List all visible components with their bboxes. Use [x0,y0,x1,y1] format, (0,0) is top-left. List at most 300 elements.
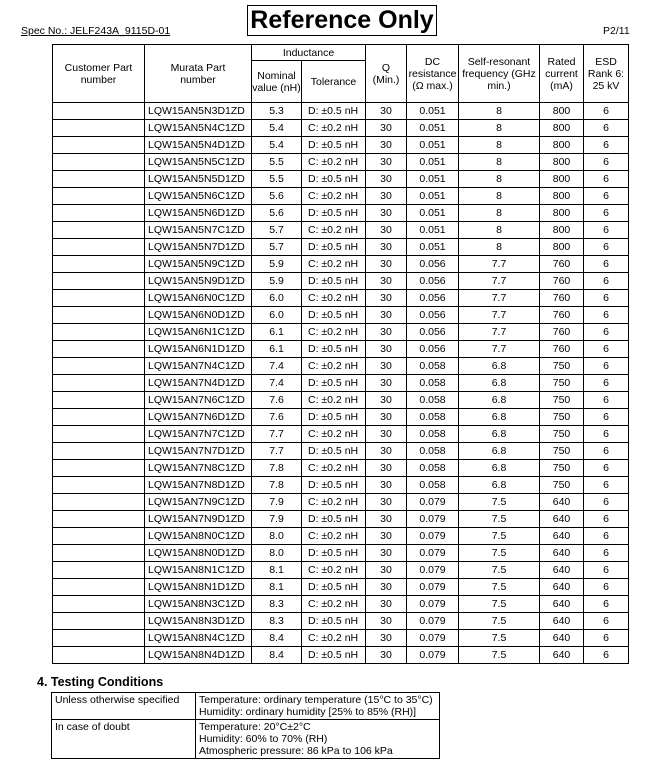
q-cell: 30 [366,154,407,171]
srf-cell: 7.5 [459,545,540,562]
srf-cell: 8 [459,239,540,256]
customer-part-cell [53,205,145,222]
rated-current-cell: 750 [540,477,584,494]
srf-cell: 8 [459,103,540,120]
murata-part-cell: LQW15AN6N0D1ZD [145,307,252,324]
condition-row [52,720,440,759]
rated-current-cell: 800 [540,137,584,154]
srf-cell: 8 [459,137,540,154]
murata-part-cell: LQW15AN7N8C1ZD [145,460,252,477]
customer-part-cell [53,222,145,239]
rated-current-cell: 800 [540,188,584,205]
srf-cell: 6.8 [459,477,540,494]
table-row [53,392,629,409]
dc-resistance-cell: 0.051 [407,222,459,239]
esd-cell: 6 [584,154,629,171]
dc-resistance-cell: 0.079 [407,647,459,664]
dc-resistance-cell: 0.079 [407,579,459,596]
q-cell: 30 [366,205,407,222]
rated-current-cell: 640 [540,630,584,647]
customer-part-cell [53,477,145,494]
customer-part-cell [53,273,145,290]
dc-resistance-cell: 0.056 [407,341,459,358]
tolerance-cell: D: ±0.5 nH [302,511,366,528]
esd-cell: 6 [584,392,629,409]
esd-cell: 6 [584,443,629,460]
srf-cell: 6.8 [459,392,540,409]
srf-cell: 6.8 [459,426,540,443]
tolerance-cell: D: ±0.5 nH [302,137,366,154]
murata-part-cell: LQW15AN7N9D1ZD [145,511,252,528]
nominal-value-cell: 7.4 [252,375,302,392]
nominal-value-cell: 8.0 [252,528,302,545]
nominal-value-cell: 5.4 [252,120,302,137]
esd-cell: 6 [584,528,629,545]
murata-part-cell: LQW15AN8N4D1ZD [145,647,252,664]
table-row [53,273,629,290]
tolerance-cell: C: ±0.2 nH [302,596,366,613]
nominal-value-cell: 5.4 [252,137,302,154]
srf-cell: 7.5 [459,630,540,647]
murata-part-cell: LQW15AN8N0C1ZD [145,528,252,545]
nominal-value-cell: 5.5 [252,154,302,171]
table-row [53,460,629,477]
table-row [53,477,629,494]
tolerance-cell: D: ±0.5 nH [302,579,366,596]
dc-resistance-cell: 0.056 [407,273,459,290]
dc-resistance-cell: 0.058 [407,392,459,409]
table-row [53,596,629,613]
nominal-value-cell: 7.8 [252,460,302,477]
tolerance-cell: C: ±0.2 nH [302,528,366,545]
q-cell: 30 [366,375,407,392]
rated-current-cell: 750 [540,426,584,443]
srf-cell: 7.5 [459,596,540,613]
condition-label: Unless otherwise specified [52,693,196,720]
srf-cell: 7.5 [459,579,540,596]
esd-cell: 6 [584,137,629,154]
nominal-value-cell: 5.5 [252,171,302,188]
header-q: Q (Min.) [366,45,407,103]
esd-cell: 6 [584,579,629,596]
esd-cell: 6 [584,545,629,562]
nominal-value-cell: 5.7 [252,222,302,239]
customer-part-cell [53,528,145,545]
nominal-value-cell: 7.9 [252,511,302,528]
murata-part-cell: LQW15AN8N3D1ZD [145,613,252,630]
table-row [53,494,629,511]
esd-cell: 6 [584,222,629,239]
condition-line: Atmospheric pressure: 86 kPa to 106 kPa [199,745,393,757]
customer-part-cell [53,120,145,137]
esd-cell: 6 [584,239,629,256]
dc-resistance-cell: 0.051 [407,188,459,205]
table-row [53,528,629,545]
tolerance-cell: C: ±0.2 nH [302,358,366,375]
srf-cell: 7.7 [459,341,540,358]
table-row [53,545,629,562]
nominal-value-cell: 8.1 [252,562,302,579]
murata-part-cell: LQW15AN6N0C1ZD [145,290,252,307]
nominal-value-cell: 7.4 [252,358,302,375]
rated-current-cell: 760 [540,324,584,341]
q-cell: 30 [366,528,407,545]
q-cell: 30 [366,613,407,630]
table-row [53,426,629,443]
dc-resistance-cell: 0.051 [407,103,459,120]
customer-part-cell [53,443,145,460]
nominal-value-cell: 7.7 [252,443,302,460]
table-row [53,511,629,528]
srf-cell: 8 [459,222,540,239]
rated-current-cell: 750 [540,358,584,375]
customer-part-cell [53,426,145,443]
nominal-value-cell: 7.8 [252,477,302,494]
table-row [53,647,629,664]
q-cell: 30 [366,443,407,460]
rated-current-cell: 750 [540,409,584,426]
table-row [53,256,629,273]
srf-cell: 7.5 [459,494,540,511]
customer-part-cell [53,579,145,596]
murata-part-cell: LQW15AN8N3C1ZD [145,596,252,613]
murata-part-cell: LQW15AN5N9C1ZD [145,256,252,273]
esd-cell: 6 [584,511,629,528]
esd-cell: 6 [584,171,629,188]
rated-current-cell: 760 [540,256,584,273]
header-customer-part-number: Customer Part number [53,45,145,103]
customer-part-cell [53,256,145,273]
srf-cell: 7.5 [459,647,540,664]
customer-part-cell [53,562,145,579]
q-cell: 30 [366,511,407,528]
murata-part-cell: LQW15AN8N0D1ZD [145,545,252,562]
rated-current-cell: 640 [540,579,584,596]
q-cell: 30 [366,477,407,494]
dc-resistance-cell: 0.079 [407,545,459,562]
table-row [53,222,629,239]
customer-part-cell [53,137,145,154]
rated-current-cell: 760 [540,307,584,324]
table-row [53,205,629,222]
testing-conditions-table [51,692,440,759]
dc-resistance-cell: 0.056 [407,290,459,307]
tolerance-cell: D: ±0.5 nH [302,545,366,562]
murata-part-cell: LQW15AN5N6C1ZD [145,188,252,205]
q-cell: 30 [366,392,407,409]
esd-cell: 6 [584,562,629,579]
srf-cell: 8 [459,171,540,188]
table-row [53,443,629,460]
customer-part-cell [53,460,145,477]
esd-cell: 6 [584,273,629,290]
header-esd-rank: ESD Rank 6: 25 kV [584,45,629,103]
condition-line: Humidity: ordinary humidity [25% to 85% (RH)] [199,706,417,718]
tolerance-cell: C: ±0.2 nH [302,256,366,273]
nominal-value-cell: 7.6 [252,409,302,426]
tolerance-cell: C: ±0.2 nH [302,494,366,511]
dc-resistance-cell: 0.079 [407,562,459,579]
murata-part-cell: LQW15AN6N1D1ZD [145,341,252,358]
dc-resistance-cell: 0.079 [407,511,459,528]
murata-part-cell: LQW15AN8N1C1ZD [145,562,252,579]
esd-cell: 6 [584,188,629,205]
esd-cell: 6 [584,409,629,426]
tolerance-cell: D: ±0.5 nH [302,477,366,494]
dc-resistance-cell: 0.058 [407,409,459,426]
tolerance-cell: D: ±0.5 nH [302,273,366,290]
table-row [53,562,629,579]
murata-part-cell: LQW15AN5N7C1ZD [145,222,252,239]
customer-part-cell [53,392,145,409]
srf-cell: 8 [459,154,540,171]
tolerance-cell: C: ±0.2 nH [302,120,366,137]
srf-cell: 6.8 [459,375,540,392]
q-cell: 30 [366,545,407,562]
rated-current-cell: 640 [540,562,584,579]
page-number: P2/11 [603,25,630,37]
rated-current-cell: 750 [540,443,584,460]
esd-cell: 6 [584,375,629,392]
dc-resistance-cell: 0.056 [407,307,459,324]
tolerance-cell: D: ±0.5 nH [302,239,366,256]
murata-part-cell: LQW15AN7N7D1ZD [145,443,252,460]
esd-cell: 6 [584,358,629,375]
condition-row [52,693,440,720]
esd-cell: 6 [584,630,629,647]
srf-cell: 7.7 [459,290,540,307]
tolerance-cell: D: ±0.5 nH [302,443,366,460]
nominal-value-cell: 7.9 [252,494,302,511]
header-inductance: Inductance [252,45,366,61]
table-row [53,613,629,630]
dc-resistance-cell: 0.058 [407,358,459,375]
rated-current-cell: 800 [540,120,584,137]
dc-resistance-cell: 0.051 [407,120,459,137]
table-row [53,341,629,358]
customer-part-cell [53,358,145,375]
srf-cell: 7.5 [459,511,540,528]
esd-cell: 6 [584,103,629,120]
nominal-value-cell: 5.6 [252,205,302,222]
esd-cell: 6 [584,205,629,222]
murata-part-cell: LQW15AN5N5D1ZD [145,171,252,188]
esd-cell: 6 [584,647,629,664]
srf-cell: 8 [459,120,540,137]
header-nominal-value: Nominal value (nH) [252,61,302,103]
customer-part-cell [53,409,145,426]
srf-cell: 6.8 [459,443,540,460]
table-row [53,239,629,256]
tolerance-cell: D: ±0.5 nH [302,307,366,324]
condition-values [196,720,440,759]
q-cell: 30 [366,273,407,290]
nominal-value-cell: 8.0 [252,545,302,562]
nominal-value-cell: 5.9 [252,273,302,290]
murata-part-cell: LQW15AN7N7C1ZD [145,426,252,443]
customer-part-cell [53,154,145,171]
customer-part-cell [53,307,145,324]
q-cell: 30 [366,103,407,120]
condition-label: In case of doubt [52,720,196,759]
rated-current-cell: 640 [540,528,584,545]
q-cell: 30 [366,239,407,256]
q-cell: 30 [366,596,407,613]
tolerance-cell: D: ±0.5 nH [302,409,366,426]
tolerance-cell: C: ±0.2 nH [302,460,366,477]
table-row [53,290,629,307]
srf-cell: 6.8 [459,460,540,477]
nominal-value-cell: 6.0 [252,307,302,324]
nominal-value-cell: 5.9 [252,256,302,273]
dc-resistance-cell: 0.058 [407,426,459,443]
murata-part-cell: LQW15AN8N1D1ZD [145,579,252,596]
murata-part-cell: LQW15AN5N4C1ZD [145,120,252,137]
nominal-value-cell: 8.1 [252,579,302,596]
table-row [53,358,629,375]
murata-part-cell: LQW15AN7N6C1ZD [145,392,252,409]
dc-resistance-cell: 0.056 [407,256,459,273]
q-cell: 30 [366,426,407,443]
dc-resistance-cell: 0.058 [407,460,459,477]
esd-cell: 6 [584,613,629,630]
dc-resistance-cell: 0.058 [407,443,459,460]
customer-part-cell [53,324,145,341]
nominal-value-cell: 8.4 [252,630,302,647]
esd-cell: 6 [584,494,629,511]
murata-part-cell: LQW15AN8N4C1ZD [145,630,252,647]
condition-line: Humidity: 60% to 70% (RH) [199,733,328,745]
nominal-value-cell: 8.3 [252,596,302,613]
rated-current-cell: 750 [540,375,584,392]
murata-part-cell: LQW15AN7N4D1ZD [145,375,252,392]
dc-resistance-cell: 0.051 [407,137,459,154]
tolerance-cell: C: ±0.2 nH [302,222,366,239]
esd-cell: 6 [584,341,629,358]
dc-resistance-cell: 0.079 [407,630,459,647]
rated-current-cell: 640 [540,647,584,664]
header-dc-resistance: DC resistance (Ω max.) [407,45,459,103]
tolerance-cell: C: ±0.2 nH [302,154,366,171]
esd-cell: 6 [584,290,629,307]
srf-cell: 8 [459,188,540,205]
rated-current-cell: 760 [540,273,584,290]
table-row [53,579,629,596]
srf-cell: 7.7 [459,273,540,290]
q-cell: 30 [366,579,407,596]
tolerance-cell: D: ±0.5 nH [302,647,366,664]
q-cell: 30 [366,630,407,647]
q-cell: 30 [366,120,407,137]
q-cell: 30 [366,341,407,358]
dc-resistance-cell: 0.079 [407,494,459,511]
spec-number: Spec No.: JELF243A_9115D-01 [21,25,171,37]
customer-part-cell [53,290,145,307]
esd-cell: 6 [584,596,629,613]
header-self-resonant-frequency: Self-resonant frequency (GHz min.) [459,45,540,103]
murata-part-cell: LQW15AN7N8D1ZD [145,477,252,494]
testing-conditions-heading: 4. Testing Conditions [37,675,164,689]
srf-cell: 7.5 [459,613,540,630]
q-cell: 30 [366,647,407,664]
q-cell: 30 [366,290,407,307]
tolerance-cell: D: ±0.5 nH [302,205,366,222]
q-cell: 30 [366,137,407,154]
tolerance-cell: C: ±0.2 nH [302,630,366,647]
table-row [53,630,629,647]
dc-resistance-cell: 0.058 [407,477,459,494]
rated-current-cell: 800 [540,103,584,120]
customer-part-cell [53,239,145,256]
murata-part-cell: LQW15AN5N6D1ZD [145,205,252,222]
dc-resistance-cell: 0.051 [407,171,459,188]
table-row [53,154,629,171]
rated-current-cell: 640 [540,511,584,528]
table-row [53,307,629,324]
nominal-value-cell: 7.7 [252,426,302,443]
nominal-value-cell: 5.7 [252,239,302,256]
customer-part-cell [53,630,145,647]
q-cell: 30 [366,171,407,188]
srf-cell: 6.8 [459,409,540,426]
tolerance-cell: D: ±0.5 nH [302,613,366,630]
nominal-value-cell: 7.6 [252,392,302,409]
rated-current-cell: 640 [540,494,584,511]
murata-part-cell: LQW15AN5N5C1ZD [145,154,252,171]
tolerance-cell: D: ±0.5 nH [302,341,366,358]
table-row [53,188,629,205]
murata-part-cell: LQW15AN7N4C1ZD [145,358,252,375]
esd-cell: 6 [584,256,629,273]
murata-part-cell: LQW15AN7N9C1ZD [145,494,252,511]
table-row [53,171,629,188]
q-cell: 30 [366,256,407,273]
murata-part-cell: LQW15AN5N4D1ZD [145,137,252,154]
q-cell: 30 [366,307,407,324]
q-cell: 30 [366,460,407,477]
esd-cell: 6 [584,120,629,137]
tolerance-cell: C: ±0.2 nH [302,562,366,579]
srf-cell: 7.5 [459,562,540,579]
rated-current-cell: 800 [540,154,584,171]
srf-cell: 7.5 [459,528,540,545]
srf-cell: 7.7 [459,256,540,273]
dc-resistance-cell: 0.058 [407,375,459,392]
customer-part-cell [53,494,145,511]
rated-current-cell: 800 [540,171,584,188]
esd-cell: 6 [584,477,629,494]
tolerance-cell: C: ±0.2 nH [302,188,366,205]
tolerance-cell: C: ±0.2 nH [302,324,366,341]
header-murata-part-number: Murata Part number [145,45,252,103]
srf-cell: 6.8 [459,358,540,375]
q-cell: 30 [366,324,407,341]
dc-resistance-cell: 0.079 [407,528,459,545]
srf-cell: 8 [459,205,540,222]
rated-current-cell: 760 [540,341,584,358]
nominal-value-cell: 6.1 [252,341,302,358]
esd-cell: 6 [584,307,629,324]
nominal-value-cell: 6.0 [252,290,302,307]
customer-part-cell [53,188,145,205]
customer-part-cell [53,511,145,528]
customer-part-cell [53,341,145,358]
murata-part-cell: LQW15AN5N7D1ZD [145,239,252,256]
condition-line: Temperature: ordinary temperature (15°C to 35°C) [199,694,433,706]
rated-current-cell: 640 [540,596,584,613]
rated-current-cell: 800 [540,205,584,222]
dc-resistance-cell: 0.051 [407,154,459,171]
